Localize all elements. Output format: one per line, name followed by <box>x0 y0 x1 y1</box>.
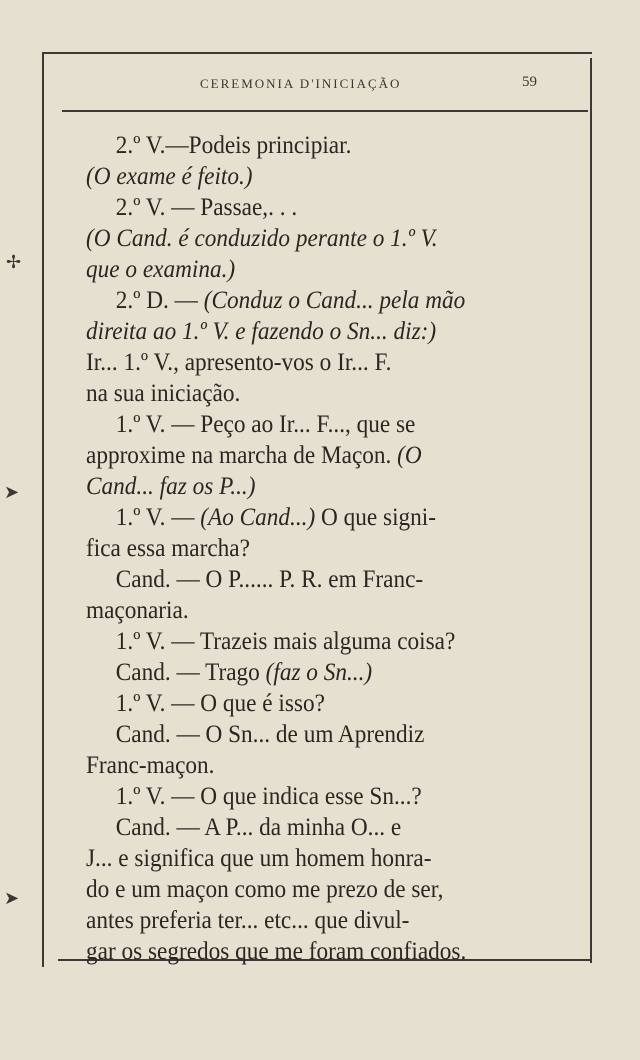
text-line: 1.º V. — Trazeis mais alguma coisa? <box>115 628 456 655</box>
header-rule <box>62 110 588 112</box>
text-line: 1.º V. — O que indica esse Sn...? <box>115 783 422 810</box>
text-line: 2.º V. — Passae,. . . <box>115 194 298 221</box>
text-line: fica essa marcha? <box>86 535 250 562</box>
text-line: approxime na marcha de Maçon. (O <box>86 442 422 469</box>
text-line: (O Cand. é conduzido perante o 1.º V. <box>86 225 438 252</box>
text-line: 1.º V. — (Ao Cand...) O que signi- <box>115 504 437 531</box>
text-line: Cand. — A P... da minha O... e <box>115 814 402 841</box>
text-line: na sua iniciação. <box>86 380 241 407</box>
page-frame-top <box>42 52 592 54</box>
text-line: Cand. — O Sn... de um Aprendiz <box>115 721 425 748</box>
text-line: (O exame é feito.) <box>86 163 253 190</box>
margin-mark-icon: ✢ <box>6 252 22 273</box>
text-line: direita ao 1.º V. e fazendo o Sn... diz:) <box>86 318 437 345</box>
text-line: J... e significa que um homem honra- <box>86 845 432 872</box>
text-line: Cand. — Trago (faz o Sn...) <box>115 659 373 686</box>
page-frame-right <box>590 58 592 963</box>
page-frame-left <box>42 52 44 967</box>
text-line: Ir... 1.º V., apresento-vos o Ir... F. <box>86 349 392 376</box>
text-line: 1.º V. — O que é isso? <box>115 690 325 717</box>
text-line: que o examina.) <box>86 256 236 283</box>
text-line: Cand. — O P...... P. R. em Franc- <box>115 566 424 593</box>
text-line: Cand... faz os P...) <box>86 473 256 500</box>
text-line: Franc-maçon. <box>86 752 215 779</box>
text-line: 2.º V.—Podeis principiar. <box>115 132 352 159</box>
margin-mark-icon: ➤ <box>4 888 20 909</box>
text-line: 1.º V. — Peço ao Ir... F..., que se <box>115 411 416 438</box>
running-head: CEREMONIA D'INICIAÇÃO <box>200 76 402 91</box>
text-line: maçonaria. <box>86 597 189 624</box>
text-line: do e um maçon como me prezo de ser, <box>86 876 444 903</box>
page-number: 59 <box>522 74 537 90</box>
dialogue-text <box>86 130 523 967</box>
text-line: antes preferia ter... etc... que divul- <box>86 907 410 934</box>
text-line: gar os segredos que me foram confiados. <box>86 938 467 965</box>
text-line: 2.º D. — (Conduz o Cand... pela mão <box>115 287 466 314</box>
margin-mark-icon: ➤ <box>4 482 20 503</box>
